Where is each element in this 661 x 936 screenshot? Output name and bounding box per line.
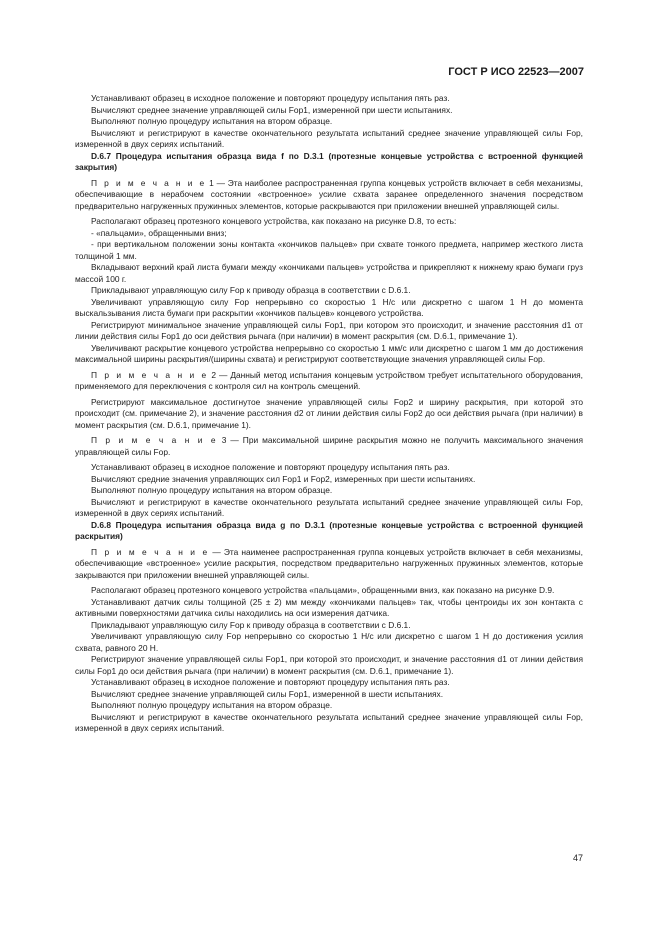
note-label: П р и м е ч а н и е — [91, 435, 218, 445]
paragraph — [75, 128, 583, 151]
paragraph-text: Вычисляют и регистрируют в качестве окончательного результата испытаний среднее значение управляющей силы Fop, измеренной в двух сериях испытаний. — [75, 127, 583, 149]
document-body — [75, 93, 583, 735]
paragraph-text: Выполняют полную процедуру испытания на втором образце. — [91, 485, 333, 495]
paragraph — [75, 343, 583, 366]
paragraph — [75, 689, 583, 701]
page-number: 47 — [573, 853, 584, 863]
paragraph-text: Устанавливают образец в исходное положение и повторяют процедуру испытания пять раз. — [91, 93, 450, 103]
paragraph-text: Располагают образец протезного концевого устройства «пальцами», обращенными вниз, как показано на рисунке D.9. — [91, 585, 555, 595]
paragraph-text: Увеличивают управляющую силу Fop непрерывно со скоростью 1 Н/с или дискретно с шагом 1 Н до момента выскальзывания листа бумаги при раскрытии «кончиков пальцев» концевого устройства. — [75, 296, 583, 318]
paragraph — [75, 262, 583, 285]
paragraph-text: D.6.7 Процедура испытания образца вида f по D.3.1 (протезные концевые устройства с встроенной функцией закрытия) — [75, 150, 583, 172]
paragraph-text: Регистрируют значение управляющей силы Fop1, при которой это происходит, и значение расстояния d1 от линии действия силы Fop1 до оси действия рычага (при наличии) в момент раскрытия (см. D.6.1, примечание 1). — [75, 654, 583, 676]
paragraph — [75, 631, 583, 654]
paragraph-text: Увеличивают раскрытие концевого устройства непрерывно со скоростью 1 мм/с или дискретно с шагом 1 мм до достижения максимальной ширины раскрытия/(ширины схвата) и регистрируют соответствующие значения управляющей силы Fop. — [75, 342, 583, 364]
paragraph-text: Вычисляют средние значения управляющих сил Fop1 и Fop2, измеренных при шести испытаниях. — [91, 473, 476, 484]
note-paragraph — [75, 178, 583, 213]
paragraph-text: Устанавливают образец в исходное положение и повторяют процедуру испытания пять раз. — [91, 677, 450, 687]
paragraph — [75, 397, 583, 432]
paragraph — [75, 497, 583, 520]
paragraph-text: Вкладывают верхний край листа бумаги между «кончиками пальцев» устройства и прикрепляют к нижнему краю бумаги груз массой 100 г. — [75, 262, 583, 284]
note-paragraph — [75, 435, 583, 458]
paragraph-text: Располагают образец протезного концевого устройства, как показано на рисунке D.8, то есть: — [91, 216, 457, 226]
paragraph-text: Увеличивают управляющую силу Fop непрерывно со скоростью 1 Н/с или дискретно с шагом 1 Н до достижения усилия схвата, равного 20 Н. — [75, 631, 583, 653]
note-paragraph — [75, 370, 583, 393]
paragraph — [75, 285, 583, 297]
paragraph-text: Устанавливают образец в исходное положение и повторяют процедуру испытания пять раз. — [91, 462, 450, 472]
note-label: П р и м е ч а н и е — [91, 369, 209, 380]
paragraph-text: Выполняют полную процедуру испытания на втором образце. — [91, 700, 333, 710]
paragraph-text: Прикладывают управляющую силу Fop к приводу образца в соответствии с D.6.1. — [91, 285, 411, 295]
section-heading — [75, 520, 583, 543]
paragraph-text: Регистрируют максимальное достигнутое значение управляющей силы Fop2 и ширину раскрытия, при которой это происходит (см. примечание 2), и значение расстояния d2 от линии действия силы Fop2 до оси действия рычага (при наличии) в момент раскрытия (см. D.6.1, примечание 1). — [75, 396, 583, 430]
note-label: П р и м е ч а н и е — [91, 177, 207, 188]
paragraph-text: — Эта наименее распространенная группа концевых устройств включает в себя механизмы, обеспечивающие «встроенное» усилие раскрытия, посредством предварительно нагруженных пружинных элементов, которые закрываются при приложении внешней управляющей силы. — [75, 546, 584, 580]
paragraph-text: Вычисляют среднее значение управляющей силы Fop1, измеренной в шести испытаниях. — [91, 688, 444, 699]
paragraph-text: Устанавливают датчик силы толщиной (25 ± 2) мм между «кончиками пальцев» так, чтобы центроиды их зон контакта с активными поверхностями датчика силы находились на оси измерения датчика. — [75, 596, 583, 618]
paragraph — [75, 320, 583, 343]
paragraph — [75, 462, 583, 474]
paragraph — [75, 677, 583, 689]
paragraph-text: Вычисляют и регистрируют в качестве окончательного результата испытаний среднее значение управляющей силы Fop, измеренной в двух сериях испытаний. — [75, 711, 583, 733]
paragraph-text: - «пальцами», обращенными вниз; — [91, 227, 227, 238]
paragraph-text: 1 — Эта наиболее распространенная группа концевых устройств включает в себя механизмы, обеспечивающие в нерабочем состоянии «встроенное» усилие схвата заранее определенного значения посредством предварительно нагруженных пружинных элементов, которые раскрываются при приложении внешней управляющей силы. — [75, 177, 584, 211]
paragraph-text: Прикладывают управляющую силу Fop к приводу образца в соответствии с D.6.1. — [91, 619, 411, 630]
paragraph — [75, 228, 583, 240]
paragraph — [75, 105, 583, 117]
paragraph — [75, 297, 583, 320]
paragraph — [75, 597, 583, 620]
note-label: П р и м е ч а н и е — [91, 546, 210, 557]
paragraph — [75, 700, 583, 712]
paragraph — [75, 116, 583, 128]
paragraph — [75, 216, 583, 228]
paragraph-text: Вычисляют и регистрируют в качестве окончательного результата испытаний среднее значение управляющей силы Fop, измеренной в двух сериях испытаний. — [75, 496, 583, 518]
paragraph-text: D.6.8 Процедура испытания образца вида g по D.3.1 (протезные концевые устройства с встроенной функцией раскрытия) — [75, 519, 583, 541]
paragraph — [75, 485, 583, 497]
paragraph-text: Выполняют полную процедуру испытания на втором образце. — [91, 116, 333, 126]
paragraph-text: 3 — При максимальной ширине раскрытия можно не получить максимального значения управляющей силы Fop. — [75, 435, 584, 457]
paragraph — [75, 239, 583, 262]
paragraph — [75, 620, 583, 632]
paragraph — [75, 474, 583, 486]
paragraph-text: Регистрируют минимальное значение управляющей силы Fop1, при котором это происходит, и значение расстояния d1 от линии действия силы Fop1 до оси действия рычага (при наличии) в момент раскрытия (см. D.6.1, примечание 1). — [75, 319, 583, 341]
paragraph — [75, 712, 583, 735]
paragraph-text: Вычисляют среднее значение управляющей силы Fop1, измеренной при шести испытаниях. — [91, 104, 453, 115]
note-paragraph — [75, 547, 583, 582]
paragraph — [75, 93, 583, 105]
standard-header: ГОСТ Р ИСО 22523—2007 — [448, 66, 584, 78]
paragraph — [75, 585, 583, 597]
paragraph-text: - при вертикальном положении зоны контакта «кончиков пальцев» при схвате тонкого предмета, например жесткого листа толщиной 1 мм. — [75, 239, 583, 261]
paragraph — [75, 654, 583, 677]
section-heading — [75, 151, 583, 174]
paragraph-text: 2 — Данный метод испытания концевым устройством требует испытательного оборудования, применяемого для переключения с контроля сил на контроль смещений. — [75, 369, 583, 391]
